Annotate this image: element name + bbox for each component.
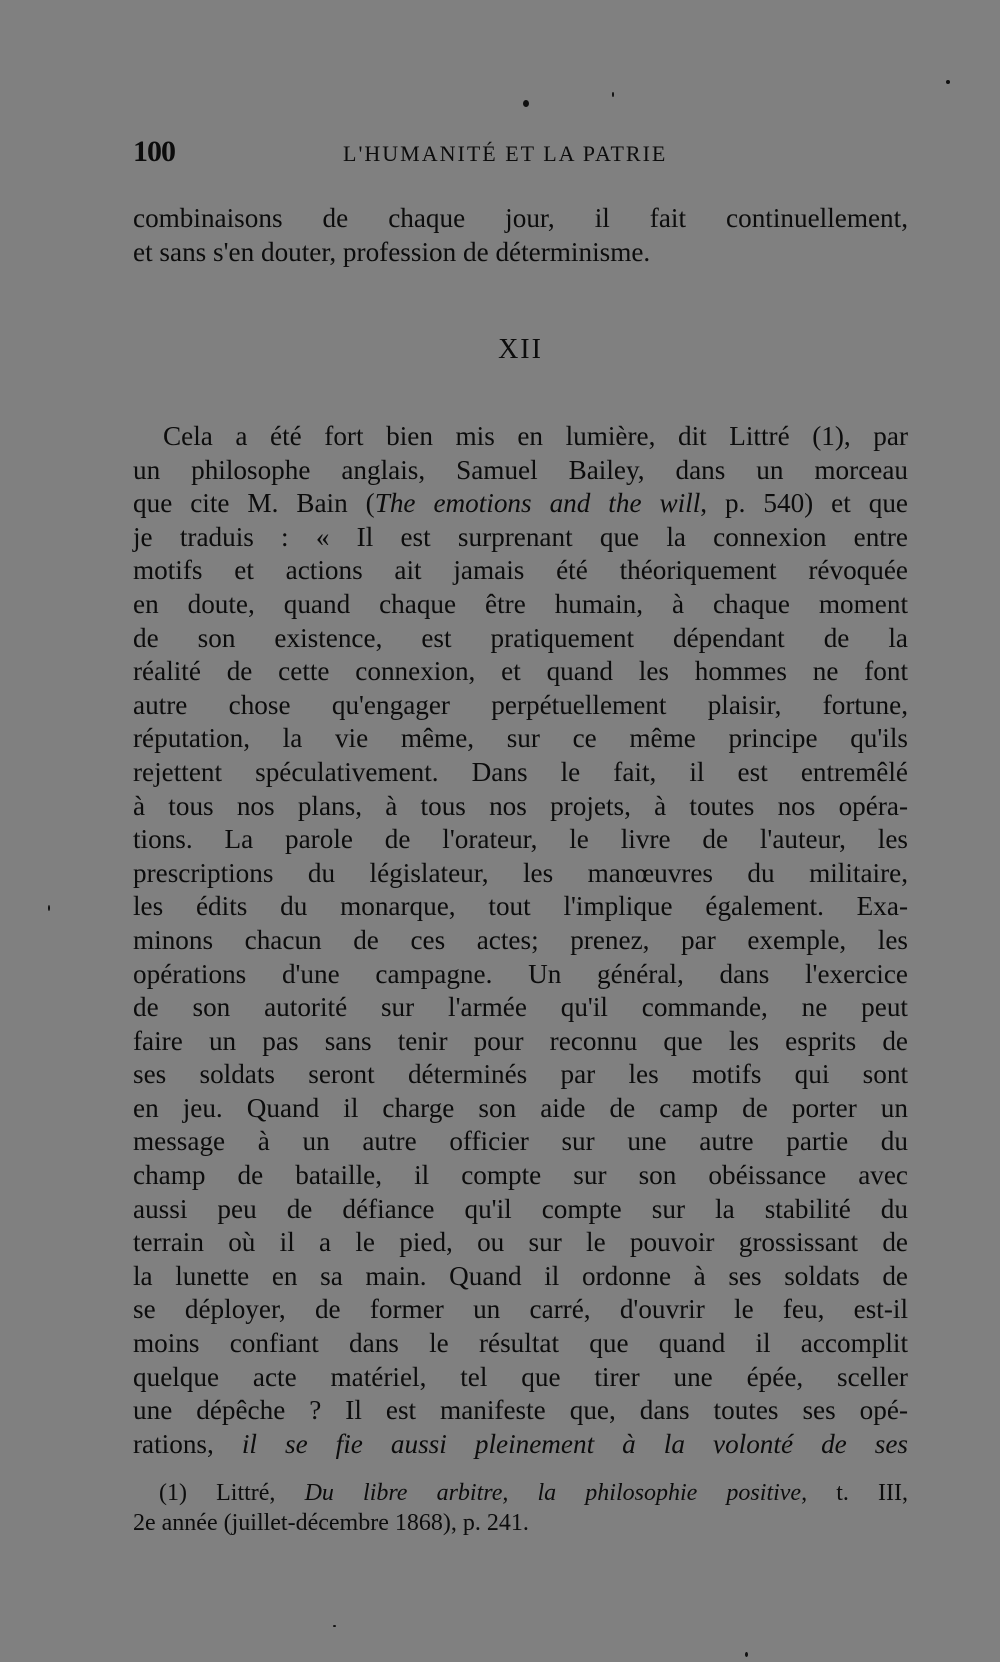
text-line: un philosophe anglais, Samuel Bailey, dans un morceau <box>133 454 908 485</box>
text-segment: , p. 540) et que <box>700 488 909 519</box>
text-line <box>133 1428 908 1462</box>
footnote <box>133 1478 908 1538</box>
scan-speck <box>523 100 529 107</box>
scan-speck <box>612 92 614 97</box>
text-line: terrain où il a le pied, ou sur le pouvoir grossissant de <box>133 1227 908 1258</box>
text-line: en doute, quand chaque être humain, à chaque moment <box>133 588 908 619</box>
text-line <box>133 487 908 521</box>
text-line: une dépêche ? Il est manifeste que, dans toutes ses opé- <box>133 1395 908 1426</box>
footnote-text: t. III, <box>807 1480 909 1506</box>
scan-speck <box>48 905 50 911</box>
text-line: réalité de cette connexion, et quand les hommes ne font <box>133 656 908 687</box>
text-line: se déployer, de former un carré, d'ouvrir le feu, est-il <box>133 1294 908 1325</box>
italic-segment: il se fie aussi pleinement à la volonté de ses <box>241 1428 908 1459</box>
continuation-text <box>133 202 908 269</box>
text-line: tions. La parole de l'orateur, le livre de l'auteur, les <box>133 824 908 855</box>
section-heading: XII <box>498 334 543 365</box>
text-line: minons chacun de ces actes; prenez, par exemple, les <box>133 924 908 955</box>
page-header <box>133 135 908 175</box>
text-line: opérations d'une campagne. Un général, dans l'exercice <box>133 958 908 989</box>
text-line: autre chose qu'engager perpétuellement plaisir, fortune, <box>133 689 908 720</box>
text-line: quelque acte matériel, tel que tirer une épée, sceller <box>133 1361 908 1392</box>
text-line: de son existence, est pratiquement dépendant de la <box>133 622 908 653</box>
text-line: la lunette en sa main. Quand il ordonne à ses soldats de <box>133 1260 908 1291</box>
text-segment: rations, <box>133 1428 242 1459</box>
scan-speck <box>946 80 950 84</box>
text-line: motifs et actions ait jamais été théoriquement révoquée <box>133 555 908 586</box>
scan-speck <box>333 1625 336 1627</box>
text-line: aussi peu de défiance qu'il compte sur la stabilité du <box>133 1193 908 1224</box>
text-line: réputation, la vie même, sur ce même principe qu'ils <box>133 723 908 754</box>
footnote-text: (1) Littré, <box>159 1480 305 1506</box>
text-line: rejettent spéculativement. Dans le fait, il est entremêlé <box>133 756 908 787</box>
page-number: 100 <box>133 135 175 168</box>
footnote-work-title: Du libre arbitre, la philosophie positive, <box>304 1480 808 1506</box>
running-title: L'HUMANITÉ ET LA PATRIE <box>343 141 668 166</box>
text-line: et sans s'en douter, profession de déterminisme. <box>133 236 651 267</box>
footnote-line-2: 2e année (juillet-décembre 1868), p. 241. <box>133 1510 529 1536</box>
scan-speck <box>745 1652 748 1657</box>
text-line: je traduis : « Il est surprenant que la connexion entre <box>133 521 908 552</box>
text-line: en jeu. Quand il charge son aide de camp de porter un <box>133 1092 908 1123</box>
main-paragraph <box>133 420 908 1461</box>
text-line: faire un pas sans tenir pour reconnu que les esprits de <box>133 1025 908 1056</box>
italic-segment: The emotions and the will <box>374 488 701 519</box>
text-line: les édits du monarque, tout l'implique également. Exa- <box>133 891 908 922</box>
text-line: combinaisons de chaque jour, il fait continuellement, <box>133 203 908 233</box>
text-line: champ de bataille, il compte sur son obéissance avec <box>133 1160 908 1191</box>
text-line: de son autorité sur l'armée qu'il commande, ne peut <box>133 992 908 1023</box>
text-line: moins confiant dans le résultat que quand il accomplit <box>133 1328 908 1359</box>
footnote-line-1 <box>133 1478 908 1508</box>
text-segment: que cite M. Bain ( <box>133 488 375 519</box>
text-line: à tous nos plans, à tous nos projets, à toutes nos opéra- <box>133 790 908 821</box>
text-line: prescriptions du législateur, les manœuvres du militaire, <box>133 857 908 888</box>
text-line: ses soldats seront déterminés par les motifs qui sont <box>133 1059 908 1090</box>
text-line: message à un autre officier sur une autre partie du <box>133 1126 908 1157</box>
text-line: Cela a été fort bien mis en lumière, dit Littré (1), par <box>163 421 908 451</box>
